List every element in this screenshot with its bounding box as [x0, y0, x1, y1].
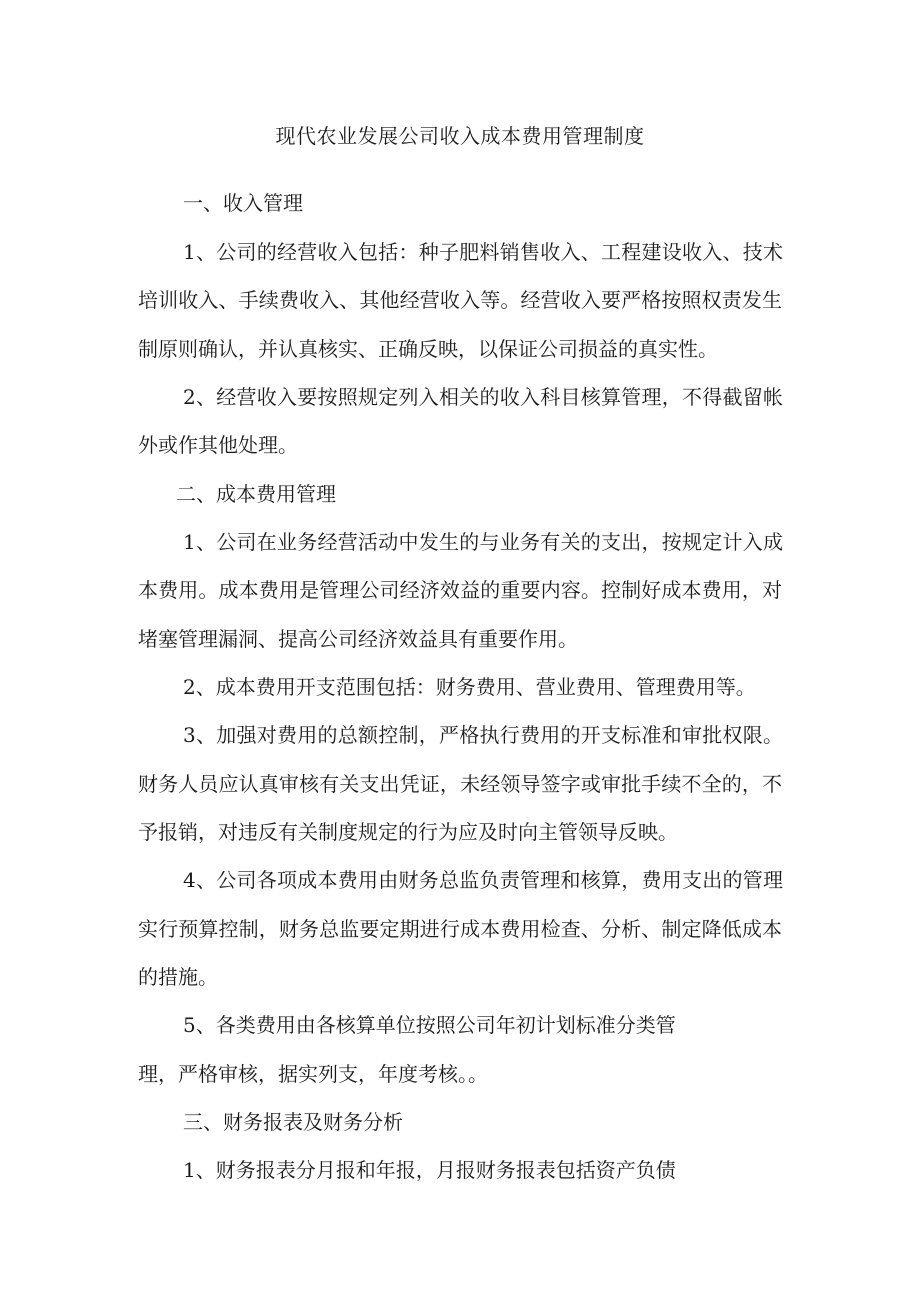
paragraph-line: 培训收入、手续费收入、其他经营收入等。经营收入要严格按照权责发生: [138, 288, 782, 312]
paragraph-line: 外或作其他处理。: [138, 433, 298, 457]
section-heading-income: 一、收入管理: [183, 191, 303, 215]
paragraph-line: 的措施。: [138, 965, 218, 989]
paragraph-line: 理，严格审核，据实列支，年度考核。。: [138, 1062, 488, 1086]
paragraph-line: 1、公司在业务经营活动中发生的与业务有关的支出，按规定计入成: [183, 530, 783, 554]
paragraph-line: 实行预算控制，财务总监要定期进行成本费用检查、分析、制定降低成本: [138, 917, 782, 941]
paragraph-line: 予报销，对违反有关制度规定的行为应及时向主管领导反映。: [138, 820, 678, 844]
paragraph-line: 3、加强对费用的总额控制，严格执行费用的开支标准和审批权限。: [183, 723, 783, 747]
paragraph-line: 堵塞管理漏洞、提高公司经济效益具有重要作用。: [138, 627, 578, 651]
paragraph-line: 1、公司的经营收入包括：种子肥料销售收入、工程建设收入、技术: [183, 240, 783, 264]
document-title: 现代农业发展公司收入成本费用管理制度: [275, 124, 645, 148]
paragraph-line: 4、公司各项成本费用由财务总监负责管理和核算，费用支出的管理: [183, 868, 783, 892]
paragraph-line: 2、经营收入要按照规定列入相关的收入科目核算管理，不得截留帐: [183, 385, 783, 409]
paragraph-line: 本费用。成本费用是管理公司经济效益的重要内容。控制好成本费用，对: [138, 578, 782, 602]
paragraph-line: 1、财务报表分月报和年报，月报财务报表包括资产负债: [183, 1158, 676, 1182]
paragraph-line: 5、各类费用由各核算单位按照公司年初计划标准分类管: [183, 1013, 676, 1037]
section-heading-cost: 二、成本费用管理: [176, 482, 336, 506]
paragraph-line: 财务人员应认真审核有关支出凭证，未经领导签字或审批手续不全的，不: [138, 772, 782, 796]
section-heading-reports: 三、财务报表及财务分析: [183, 1110, 403, 1134]
paragraph-line: 制原则确认，并认真核实、正确反映，以保证公司损益的真实性。: [138, 337, 718, 361]
paragraph-line: 2、成本费用开支范围包括：财务费用、营业费用、管理费用等。: [183, 675, 756, 699]
